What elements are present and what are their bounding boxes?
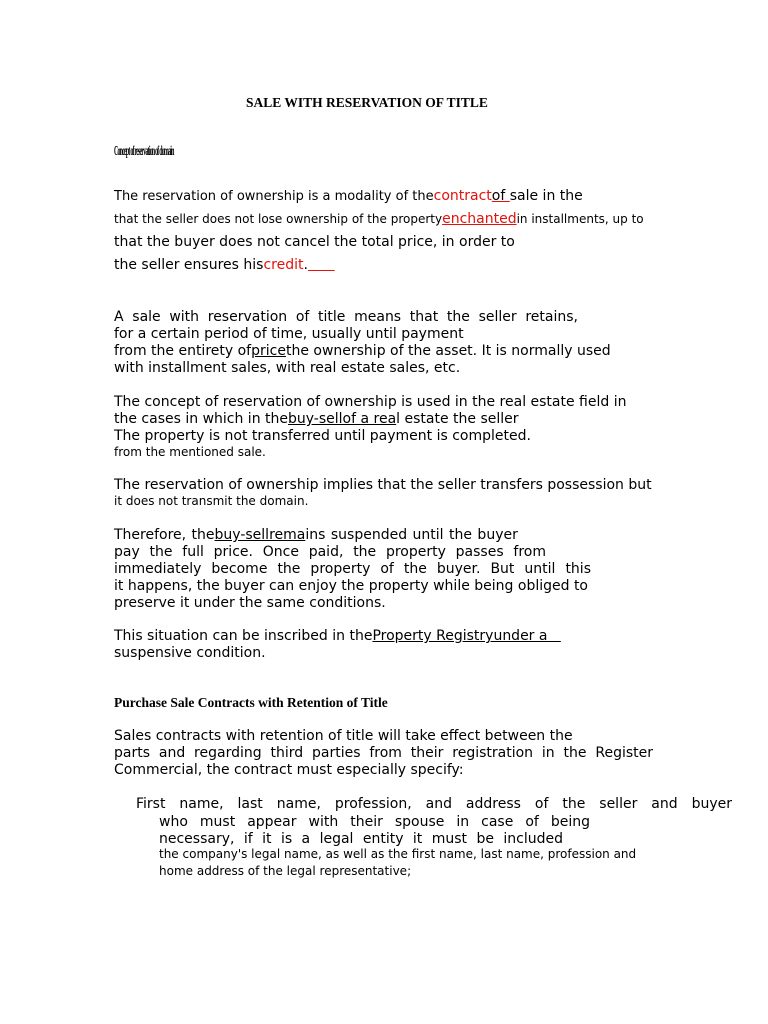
paragraph-line: immediately become the property of the buyer. But until this xyxy=(114,561,591,577)
paragraph-line: the cases in which in thebuy-sellof a real estate the seller xyxy=(114,411,519,427)
paragraph-line: the seller ensures hiscredit. xyxy=(114,257,308,273)
list-item-line: home address of the legal representative; xyxy=(159,864,412,878)
document-title: SALE WITH RESERVATION OF TITLE xyxy=(246,95,488,110)
paragraph-line: The concept of reservation of ownership is used in the real estate field in xyxy=(114,394,627,410)
paragraph-line: from the mentioned sale. xyxy=(114,445,266,459)
paragraph-line: it happens, the buyer can enjoy the property while being obliged to xyxy=(114,578,588,594)
paragraph-line: from the entirety ofpricethe ownership of the asset. It is normally used xyxy=(114,343,611,359)
paragraph-line: with installment sales, with real estate sales, etc. xyxy=(114,360,461,376)
paragraph-line: it does not transmit the domain. xyxy=(114,494,309,508)
paragraph-line: Sales contracts with retention of title will take effect between the xyxy=(114,728,573,744)
paragraph-line: pay the full price. Once paid, the property passes from xyxy=(114,544,546,560)
list-item-line: First name, last name, profession, and address of the seller and buyer xyxy=(136,796,732,812)
list-item-line: the company's legal name, as well as the first name, last name, profession and xyxy=(159,847,637,861)
section-subheading: Concept of reservation of domain xyxy=(114,144,174,159)
paragraph-line: Commercial, the contract must especially specify: xyxy=(114,762,464,778)
paragraph-line: preserve it under the same conditions. xyxy=(114,595,386,611)
paragraph-line: for a certain period of time, usually until payment xyxy=(114,326,464,342)
paragraph-line: that the seller does not lose ownership of the propertyenchantedin installments, up to xyxy=(114,211,644,227)
highlight-enchanted: enchanted xyxy=(442,211,517,227)
section-heading: Purchase Sale Contracts with Retention of Title xyxy=(114,695,388,710)
list-item-line: necessary, if it is a legal entity it must be included xyxy=(159,831,563,847)
paragraph-line: This situation can be inscribed in theProperty Registryunder a xyxy=(114,628,561,644)
paragraph-line: The reservation of ownership implies that the seller transfers possession but xyxy=(114,477,652,493)
paragraph-line: A sale with reservation of title means that the seller retains, xyxy=(114,309,578,325)
paragraph-line: The reservation of ownership is a modality of thecontractof sale in the xyxy=(114,188,583,204)
paragraph-line: suspensive condition. xyxy=(114,645,266,661)
paragraph-line: that the buyer does not cancel the total price, in order to xyxy=(114,234,515,250)
paragraph-line: The property is not transferred until payment is completed. xyxy=(114,428,531,444)
highlight-credit: credit xyxy=(263,257,304,273)
paragraph-line: Therefore, thebuy-sellremains suspended until the buyer xyxy=(114,527,518,543)
highlight-contract: contract xyxy=(433,188,492,204)
list-item-line: who must appear with their spouse in case of being xyxy=(159,814,590,830)
paragraph-line: parts and regarding third parties from their registration in the Register xyxy=(114,745,653,761)
